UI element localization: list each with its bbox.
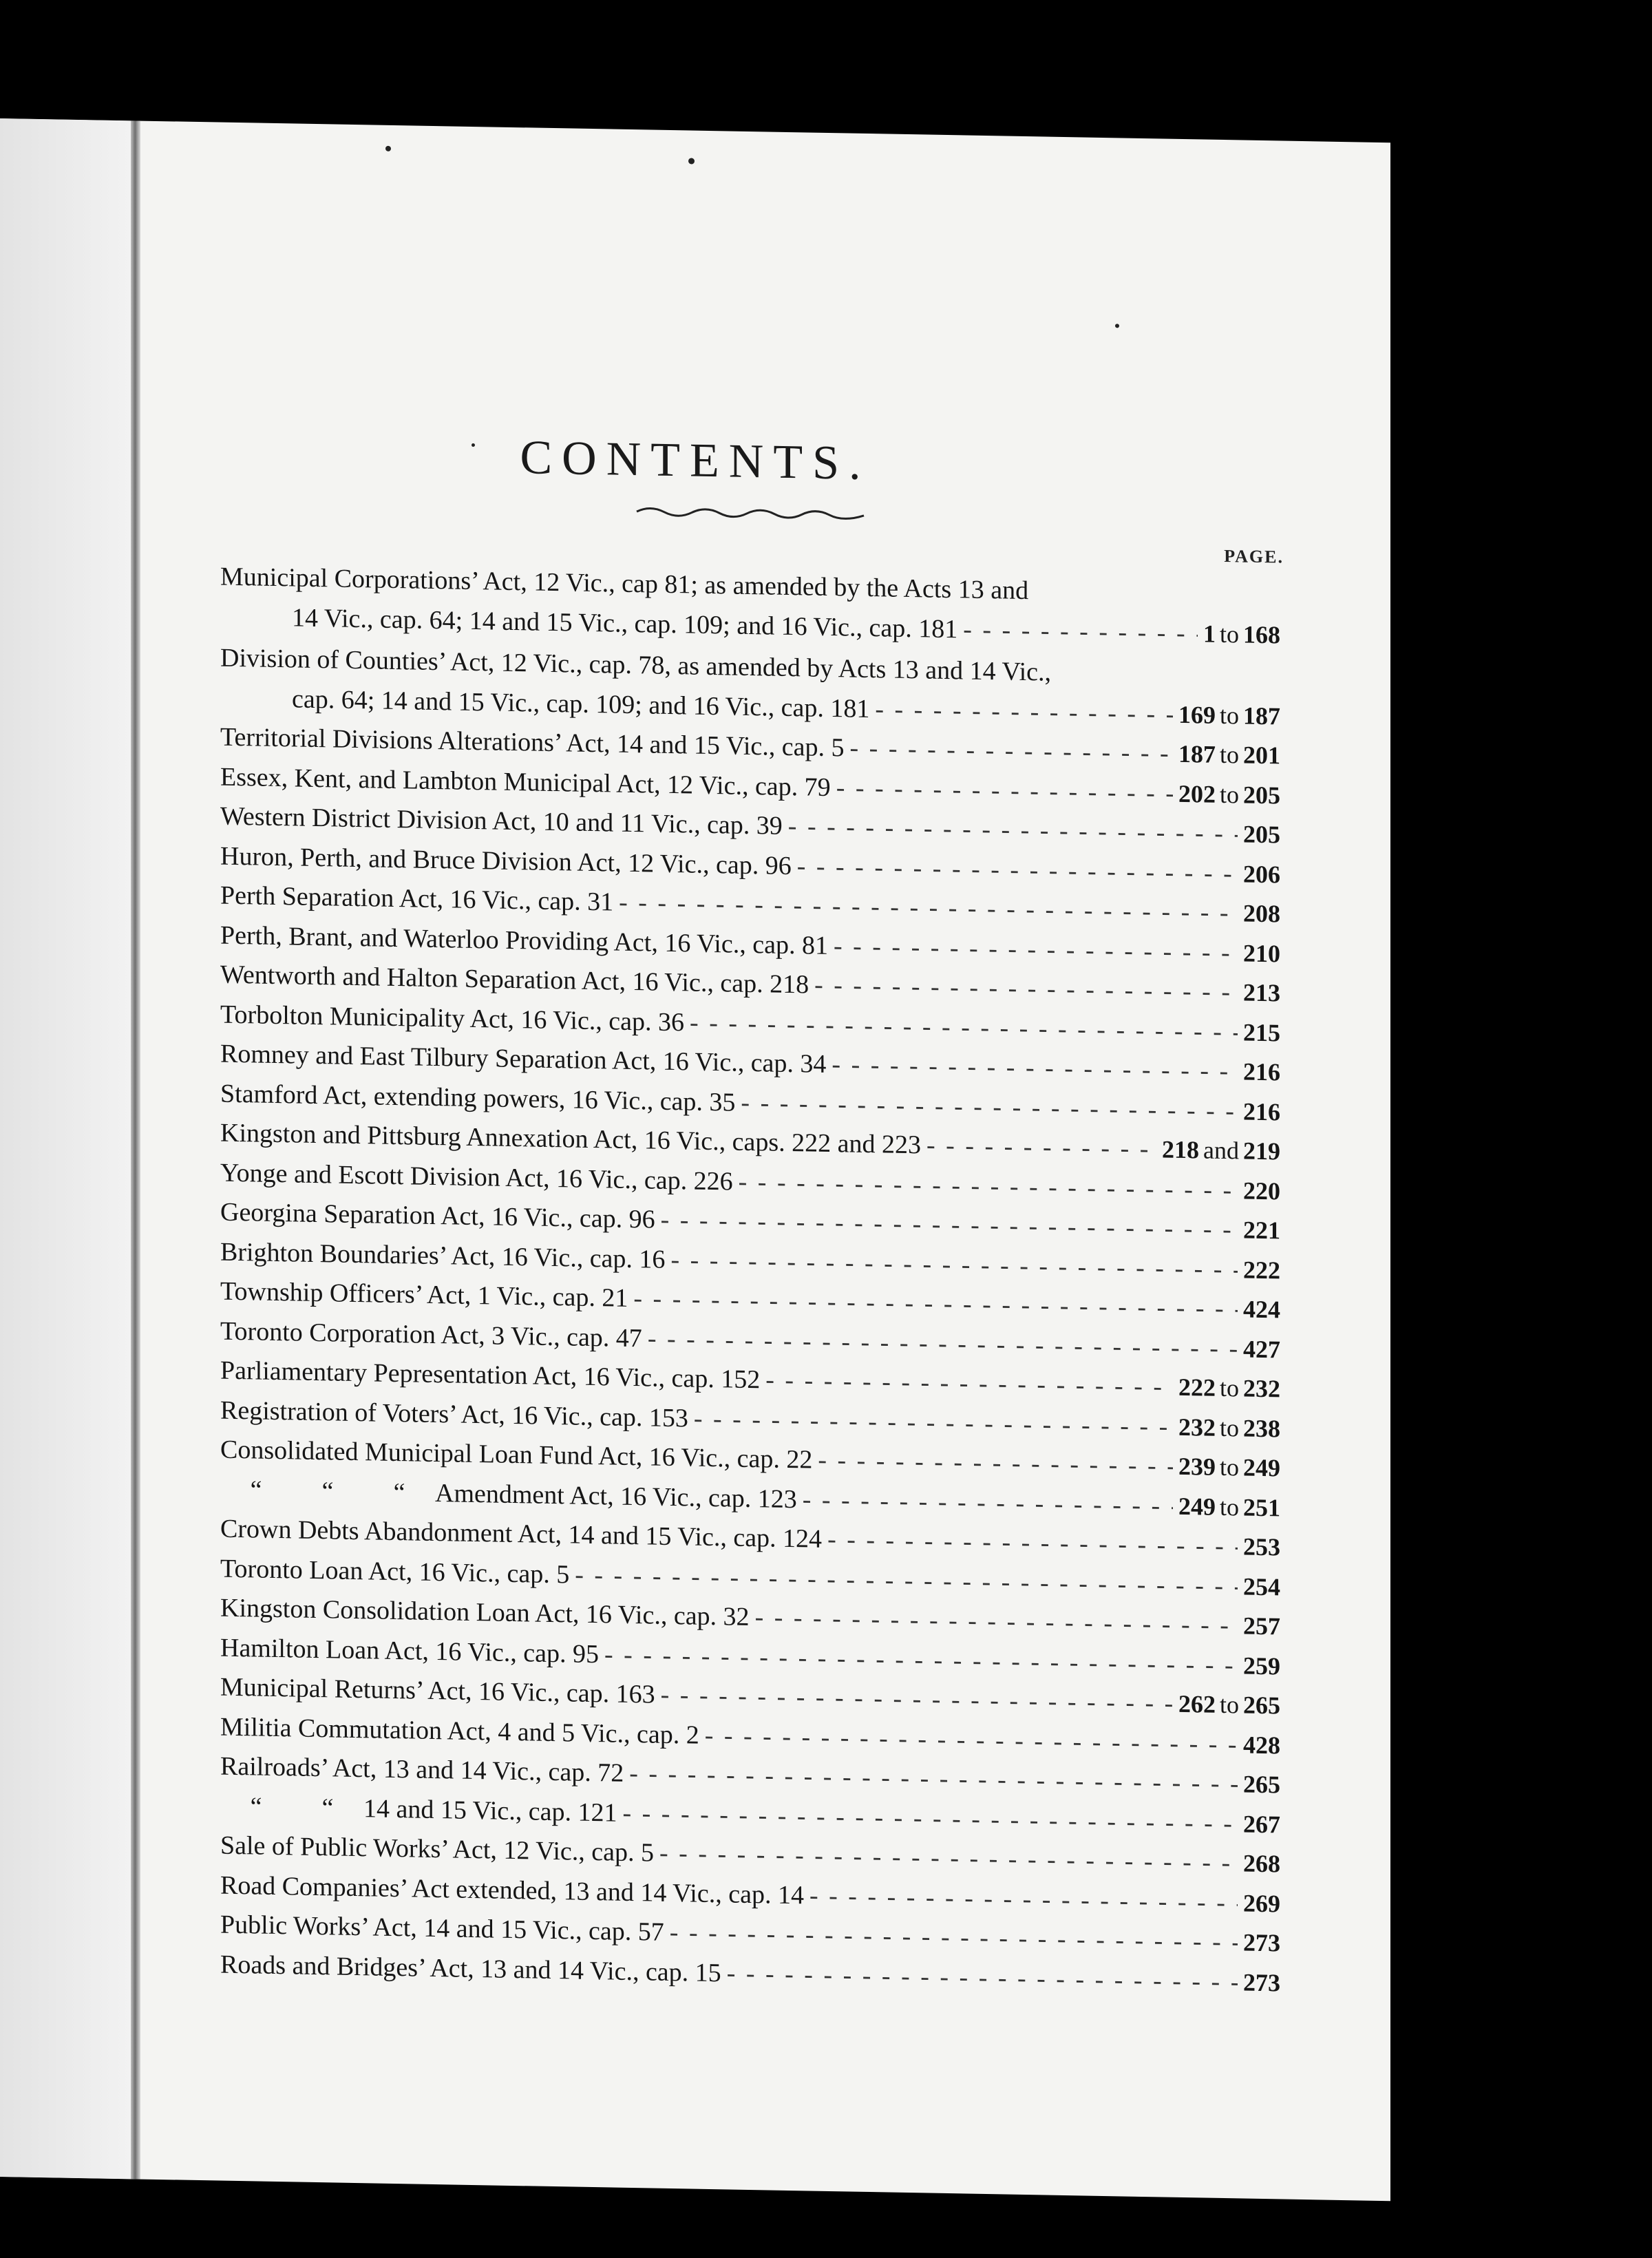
entry-title: Essex, Kent, and Lambton Municipal Act, 12 Vic., cap. 79 — [220, 762, 831, 802]
entry-title: Toronto Corporation Act, 3 Vic., cap. 47 — [220, 1316, 642, 1353]
entry-title: Consolidated Municipal Loan Fund Act, 16 Vic., cap. 22 — [220, 1435, 813, 1475]
page-reference — [1243, 933, 1280, 973]
entry-title: Hamilton Loan Act, 16 Vic., cap. 95 — [220, 1633, 600, 1669]
page-reference — [1178, 774, 1280, 815]
page-number: 208 — [1243, 899, 1280, 928]
page-number-from: 239 — [1178, 1452, 1216, 1481]
entry-title: Huron, Perth, and Bruce Division Act, 12 Vic., cap. 96 — [220, 841, 792, 880]
ditto-mark: “ — [393, 1477, 405, 1507]
page-reference — [1243, 1923, 1280, 1963]
page-reference — [1203, 615, 1280, 655]
page-number-to: 265 — [1243, 1691, 1280, 1720]
entry-title: Municipal Returns’ Act, 16 Vic., cap. 163 — [220, 1672, 655, 1709]
page-number-from: 249 — [1178, 1492, 1216, 1521]
page-range-joiner: to — [1219, 1492, 1239, 1521]
page-reference — [1243, 1290, 1280, 1330]
page-reference — [1243, 1250, 1280, 1290]
entry-title: Territorial Divisions Alterations’ Act, 14 and 15 Vic., cap. 5 — [220, 722, 845, 763]
page-reference — [1178, 1486, 1280, 1528]
dot-leader — [803, 1480, 1173, 1526]
page-number-to: 187 — [1243, 701, 1280, 730]
entry-title: Sale of Public Works’ Act, 12 Vic., cap. 5 — [220, 1830, 655, 1868]
book-page — [0, 118, 1390, 2201]
entry-title: Brighton Boundaries’ Act, 16 Vic., cap. 16 — [220, 1237, 666, 1274]
page-number: 221 — [1243, 1216, 1280, 1245]
page-reference — [1178, 735, 1280, 776]
page-number: 222 — [1243, 1256, 1280, 1284]
dot-leader — [875, 690, 1173, 735]
entry-title: Kingston and Pittsburg Annexation Act, 16 Vic., caps. 222 and 223 — [220, 1118, 922, 1160]
page-number: 253 — [1243, 1532, 1280, 1561]
page-range-joiner: to — [1219, 701, 1239, 729]
page-range-joiner: to — [1219, 740, 1239, 769]
page-number: 220 — [1243, 1177, 1280, 1205]
page-reference — [1243, 973, 1280, 1013]
dot-leader — [850, 729, 1173, 774]
page-number-to: 205 — [1243, 781, 1280, 809]
page-number-to: 201 — [1243, 741, 1280, 770]
entry-title: Perth Separation Act, 16 Vic., cap. 31 — [220, 880, 614, 917]
page-number-from: 202 — [1178, 779, 1216, 808]
ditto-mark: “ — [250, 1475, 262, 1505]
page-number-from: 222 — [1178, 1373, 1216, 1402]
page-number: 254 — [1243, 1572, 1280, 1601]
page-range-joiner: to — [1219, 780, 1239, 808]
page-number-to: 232 — [1243, 1374, 1280, 1403]
page-reference — [1243, 1607, 1280, 1647]
page-number-from: 218 — [1162, 1135, 1200, 1164]
page-number-to: 168 — [1243, 620, 1280, 649]
entry-title: Railroads’ Act, 13 and 14 Vic., cap. 72 — [220, 1751, 624, 1788]
page-range-joiner: to — [1219, 1453, 1239, 1481]
entry-title: Kingston Consolidation Loan Act, 16 Vic., cap. 32 — [220, 1593, 750, 1632]
contents-list — [220, 556, 1280, 2003]
ditto-mark: “ — [321, 1476, 334, 1506]
page-range-joiner: to — [1219, 1690, 1239, 1719]
page-reference — [1178, 1407, 1280, 1448]
page-number: 216 — [1243, 1057, 1280, 1086]
page-number: 216 — [1243, 1097, 1280, 1126]
page-number: 265 — [1243, 1770, 1280, 1799]
entry-title: Registration of Voters’ Act, 16 Vic., cap. 153 — [220, 1395, 688, 1433]
dot-leader — [809, 1876, 1238, 1923]
page-reference — [1243, 894, 1280, 934]
page-reference — [1162, 1130, 1280, 1172]
entry-title — [220, 1786, 617, 1833]
page-reference — [1243, 1092, 1280, 1132]
page-number: 273 — [1243, 1968, 1280, 1996]
entry-title-text: Amendment Act, 16 Vic., cap. 123 — [435, 1478, 797, 1514]
page-number-to: 238 — [1243, 1414, 1280, 1442]
page-number-from: 1 — [1203, 620, 1216, 648]
page-number-from: 232 — [1178, 1413, 1216, 1442]
entry-title: Militia Commutation Act, 4 and 5 Vic., cap. 2 — [220, 1712, 699, 1750]
page-reference — [1243, 1844, 1280, 1884]
page-number: 428 — [1243, 1731, 1280, 1759]
page-reference — [1243, 1963, 1280, 2003]
entry-title: Municipal Corporations’ Act, 12 Vic., cap 81; as amended by the Acts 13 and — [220, 562, 1029, 606]
dot-leader — [814, 966, 1238, 1013]
page-reference — [1243, 1171, 1280, 1211]
page-reference — [1243, 854, 1280, 894]
dot-leader — [963, 610, 1198, 653]
entry-title: Georgina Separation Act, 16 Vic., cap. 96 — [220, 1197, 655, 1234]
page-reference — [1243, 1013, 1280, 1053]
page-number: 257 — [1243, 1612, 1280, 1640]
paper-speck — [385, 146, 391, 151]
ditto-mark: “ — [250, 1791, 262, 1822]
page-range-joiner: to — [1219, 1413, 1239, 1442]
page-number-from: 262 — [1178, 1689, 1216, 1718]
page-reference — [1243, 1804, 1280, 1844]
entry-title: Parliamentary Pepresentation Act, 16 Vic., cap. 152 — [220, 1355, 761, 1395]
paper-speck — [1115, 324, 1119, 328]
entry-title: Stamford Act, extending powers, 16 Vic., cap. 35 — [220, 1079, 736, 1117]
page-reference — [1243, 1211, 1280, 1251]
entry-title: Wentworth and Halton Separation Act, 16 Vic., cap. 218 — [220, 960, 809, 1000]
page-number: 213 — [1243, 978, 1280, 1007]
page-number: 206 — [1243, 860, 1280, 888]
page-number-to: 249 — [1243, 1453, 1280, 1482]
dot-leader — [834, 927, 1238, 973]
dot-leader — [727, 1954, 1238, 2002]
dot-leader — [827, 1520, 1238, 1567]
entry-title: Torbolton Municipality Act, 16 Vic., cap. 36 — [220, 1000, 685, 1037]
page-reference — [1243, 1646, 1280, 1686]
page-reference — [1178, 1685, 1280, 1726]
page-reference — [1243, 1567, 1280, 1607]
entry-title: Western District Division Act, 10 and 11 Vic., cap. 39 — [220, 801, 783, 841]
entry-title: Division of Counties’ Act, 12 Vic., cap. 78, as amended by Acts 13 and 14 Vic., — [220, 643, 1052, 687]
page-reference — [1243, 1884, 1280, 1923]
entry-title: Public Works’ Act, 14 and 15 Vic., cap. 57 — [220, 1910, 664, 1947]
page-range-joiner: to — [1219, 620, 1239, 648]
dot-leader — [765, 1360, 1173, 1407]
dot-leader — [926, 1126, 1156, 1169]
dot-leader — [818, 1441, 1173, 1487]
page-number: 427 — [1243, 1335, 1280, 1363]
page-column-header: PAGE. — [1224, 546, 1284, 567]
page-number: 205 — [1243, 820, 1280, 849]
entry-title: Yonge and Escott Division Act, 16 Vic., cap. 226 — [220, 1158, 733, 1196]
entry-title: Road Companies’ Act extended, 13 and 14 Vic., cap. 14 — [220, 1870, 804, 1910]
page-range-joiner: and — [1203, 1136, 1239, 1165]
paper-speck — [688, 158, 695, 164]
page-number: 259 — [1243, 1652, 1280, 1680]
page-number-from: 187 — [1178, 739, 1216, 768]
entry-title: 14 Vic., cap. 64; 14 and 15 Vic., cap. 109; and 16 Vic., cap. 181 — [292, 603, 958, 644]
title-flourish-ornament — [633, 501, 867, 526]
page-reference — [1178, 1368, 1280, 1409]
page-reference — [1243, 1765, 1280, 1805]
page-reference — [1178, 1447, 1280, 1488]
ditto-mark: “ — [321, 1793, 334, 1822]
page-reference — [1243, 1053, 1280, 1093]
entry-title: cap. 64; 14 and 15 Vic., cap. 109; and 16 Vic., cap. 181 — [292, 684, 870, 724]
page-number: 210 — [1243, 939, 1280, 967]
page-number: 424 — [1243, 1295, 1280, 1324]
entry-title: Perth, Brant, and Waterloo Providing Act, 16 Vic., cap. 81 — [220, 920, 828, 960]
page-range-joiner: to — [1219, 1373, 1239, 1402]
page-number-from: 169 — [1178, 700, 1216, 729]
entry-title-text: 14 and 15 Vic., cap. 121 — [363, 1793, 617, 1828]
page-reference — [1243, 1329, 1280, 1369]
paper-speck — [472, 443, 475, 447]
entry-title: Township Officers’ Act, 1 Vic., cap. 21 — [220, 1276, 628, 1313]
page-title: CONTENTS. — [520, 431, 871, 491]
page-reference — [1178, 695, 1280, 736]
entry-title: Romney and East Tilbury Separation Act, 16 Vic., cap. 34 — [220, 1039, 827, 1079]
page-number: 269 — [1243, 1889, 1280, 1917]
page-reference — [1243, 815, 1280, 855]
dot-leader — [832, 1045, 1238, 1092]
entry-title: Crown Debts Abandonment Act, 14 and 15 Vic., cap. 124 — [220, 1514, 823, 1554]
entry-title: Toronto Loan Act, 16 Vic., cap. 5 — [220, 1554, 570, 1589]
page-reference — [1243, 1725, 1280, 1765]
page-number: 215 — [1243, 1018, 1280, 1046]
page-number: 268 — [1243, 1849, 1280, 1878]
page-reference — [1243, 1528, 1280, 1568]
page-number: 273 — [1243, 1928, 1280, 1957]
page-number-to: 251 — [1243, 1493, 1280, 1521]
entry-title: Roads and Bridges’ Act, 13 and 14 Vic., cap. 15 — [220, 1950, 721, 1987]
page-number: 267 — [1243, 1810, 1280, 1838]
dot-leader — [836, 768, 1173, 814]
page-number-to: 219 — [1243, 1137, 1280, 1165]
